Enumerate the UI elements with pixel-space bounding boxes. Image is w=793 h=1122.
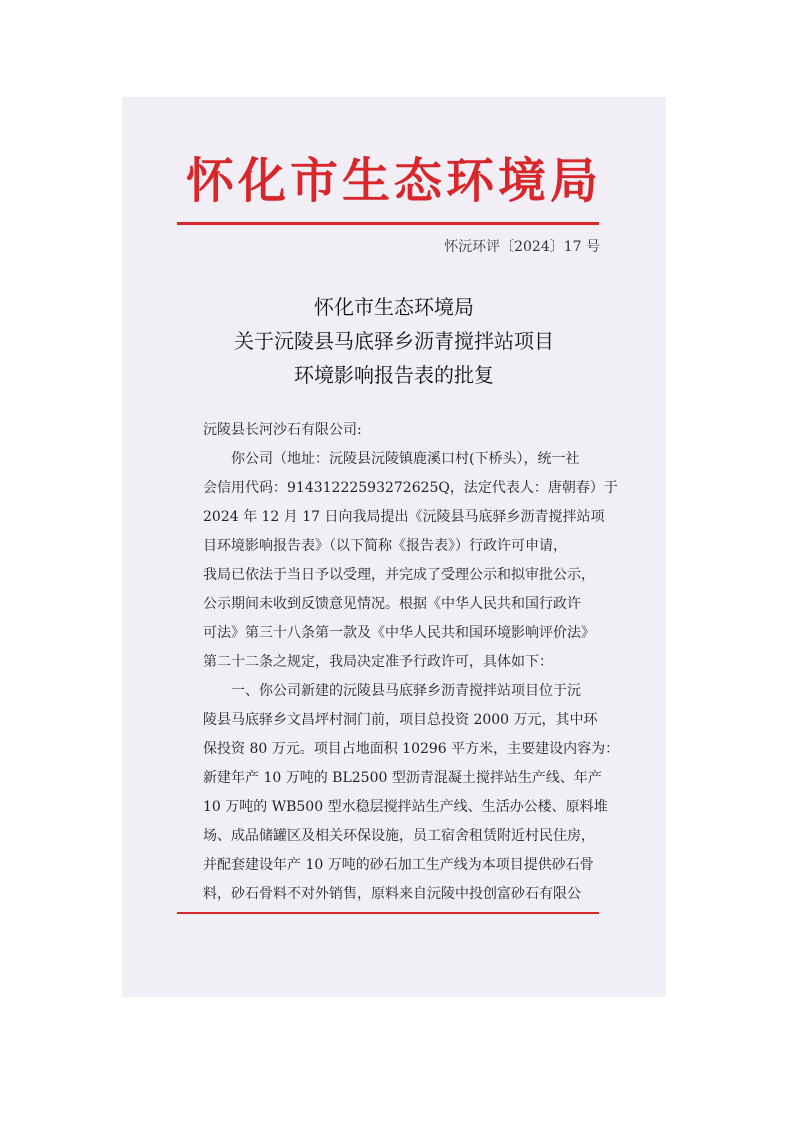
paragraph-line: 料，砂石骨料不对外销售，原料来自沅陵中投创富砂石有限公 xyxy=(203,886,581,902)
paragraph-line: 10 万吨的 WB500 型水稳层搅拌站生产线、生活办公楼、原料堆 xyxy=(203,799,608,815)
footer-red-rule xyxy=(177,912,599,914)
paragraph-line: 2024 年 12 月 17 日向我局提出《沅陵县马底驿乡沥青搅拌站项 xyxy=(203,509,605,525)
paragraph-line: 新建年产 10 万吨的 BL2500 型沥青混凝土搅拌站生产线、年产 xyxy=(203,770,602,786)
headline-line-1: 怀化市生态环境局 xyxy=(314,295,474,319)
document-number: 怀沅环评〔2024〕17 号 xyxy=(444,239,600,255)
headline-line-3: 环境影响报告表的批复 xyxy=(294,363,494,387)
paragraph-line: 场、成品储罐区及相关环保设施，员工宿舍租赁附近村民住房， xyxy=(203,828,595,844)
paragraph-line: 一、你公司新建的沅陵县马底驿乡沥青搅拌站项目位于沅 xyxy=(203,683,581,699)
paragraph-line: 目环境影响报告表》（以下简称《报告表》）行政许可申请， xyxy=(203,538,567,554)
paragraph-line: 可法》第三十八条第一款及《中华人民共和国环境影响评价法》 xyxy=(203,625,595,641)
paragraph-project-details xyxy=(203,677,620,909)
paragraph-line: 你公司（地址：沅陵县沅陵镇鹿溪口村(下桥头），统一社 xyxy=(203,451,580,467)
paragraph-line: 会信用代码：91431222593272625Q，法定代表人：唐朝春）于 xyxy=(203,480,618,496)
headline-line-2: 关于沅陵县马底驿乡沥青搅拌站项目 xyxy=(234,329,554,353)
salutation: 沅陵县长河沙石有限公司: xyxy=(203,422,362,438)
issuing-authority-title: 怀化市生态环境局 xyxy=(185,153,602,209)
paragraph-line: 保投资 80 万元。项目占地面积 10296 平方米，主要建设内容为： xyxy=(203,741,620,757)
paragraph-line: 我局已依法于当日予以受理，并完成了受理公示和拟审批公示， xyxy=(203,567,595,583)
paragraph-line: 陵县马底驿乡文昌坪村洞门前，项目总投资 2000 万元，其中环 xyxy=(203,712,598,728)
paragraph-line: 公示期间未收到反馈意见情况。根据《中华人民共和国行政许 xyxy=(203,596,581,612)
paragraph-application xyxy=(203,445,618,677)
paragraph-line: 第二十二条之规定，我局决定准予行政许可，具体如下： xyxy=(203,654,553,670)
header-red-rule xyxy=(177,222,599,225)
paragraph-line: 并配套建设年产 10 万吨的砂石加工生产线为本项目提供砂石骨 xyxy=(203,857,594,873)
